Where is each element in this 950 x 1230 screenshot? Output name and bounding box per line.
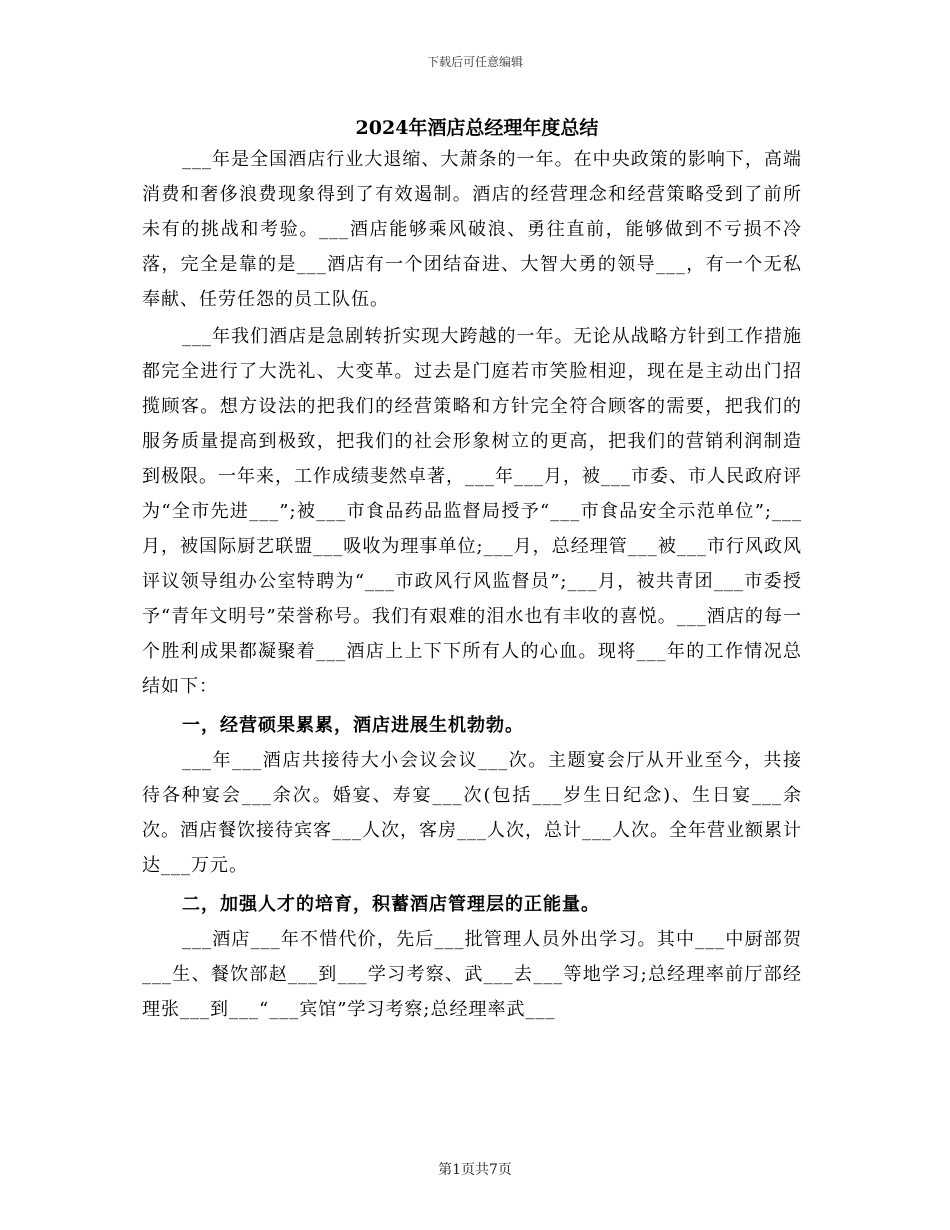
paragraph-intro: ___年是全国酒店行业大退缩、大萧条的一年。在中央政策的影响下，高端消费和奢侈浪费现象得到了有效遏制。酒店的经营理念和经营策略受到了前所未有的挑战和考验。___酒店能够乘风破浪、勇往直前，能够做到不亏损不冷落，完全是靠的是___酒店有一个团结奋进、大智大勇的领导___，有一个无私奉献、任劳任怨的员工队伍。 [142,149,802,310]
paragraph-achievements: ___年我们酒店是急剧转折实现大跨越的一年。无论从战略方针到工作措施都完全进行了大洗礼、大变革。过去是门庭若市笑脸相迎，现在是主动出门招揽顾客。想方设法的把我们的经营策略和方针完全符合顾客的需要，把我们的服务质量提高到极致，把我们的社会形象树立的更高，把我们的营销利润制造到极限。一年来，工作成绩斐然卓著，___年___月，被___市委、市人民政府评为“全市先进___”;被___市食品药品监督局授予“___市食品安全示范单位”;___月，被国际厨艺联盟___吸收为理事单位;___月，总经理管___被___市行风政风评议领导组办公室特聘为“___市政风行风监督员”;___月，被共青团___市委授予“青年文明号”荣誉称号。我们有艰难的泪水也有丰收的喜悦。___酒店的每一个胜利成果都凝聚着___酒店上上下下所有人的心血。现将___年的工作情况总结如下： [142,326,802,697]
header-note: 下载后可任意编辑 [426,55,523,69]
page-number: 第1页共7页 [438,1162,512,1178]
document-title: 2024年酒店总经理年度总结 [355,117,599,139]
document-body [142,114,802,1027]
paragraph-section-2: ___酒店___年不惜代价，先后___批管理人员外出学习。其中___中厨部贺___生、餐饮部赵___到___学习考察、武___去___等地学习;总经理率前厅部经理张___到___“___宾馆”学习考察;总经理率武___ [142,929,802,1020]
section-heading-1: 一，经营硕果累累，酒店进展生机勃勃。 [182,715,524,736]
section-heading-2: 二，加强人才的培育，积蓄酒店管理层的正能量。 [182,894,600,915]
paragraph-section-1: ___年___酒店共接待大小会议会议___次。主题宴会厅从开业至今，共接待各种宴会___余次。婚宴、寿宴___次(包括___岁生日纪念)、生日宴___余次。酒店餐饮接待宾客___人次，客房___人次，总计___人次。全年营业额累计达___万元。 [142,750,802,876]
